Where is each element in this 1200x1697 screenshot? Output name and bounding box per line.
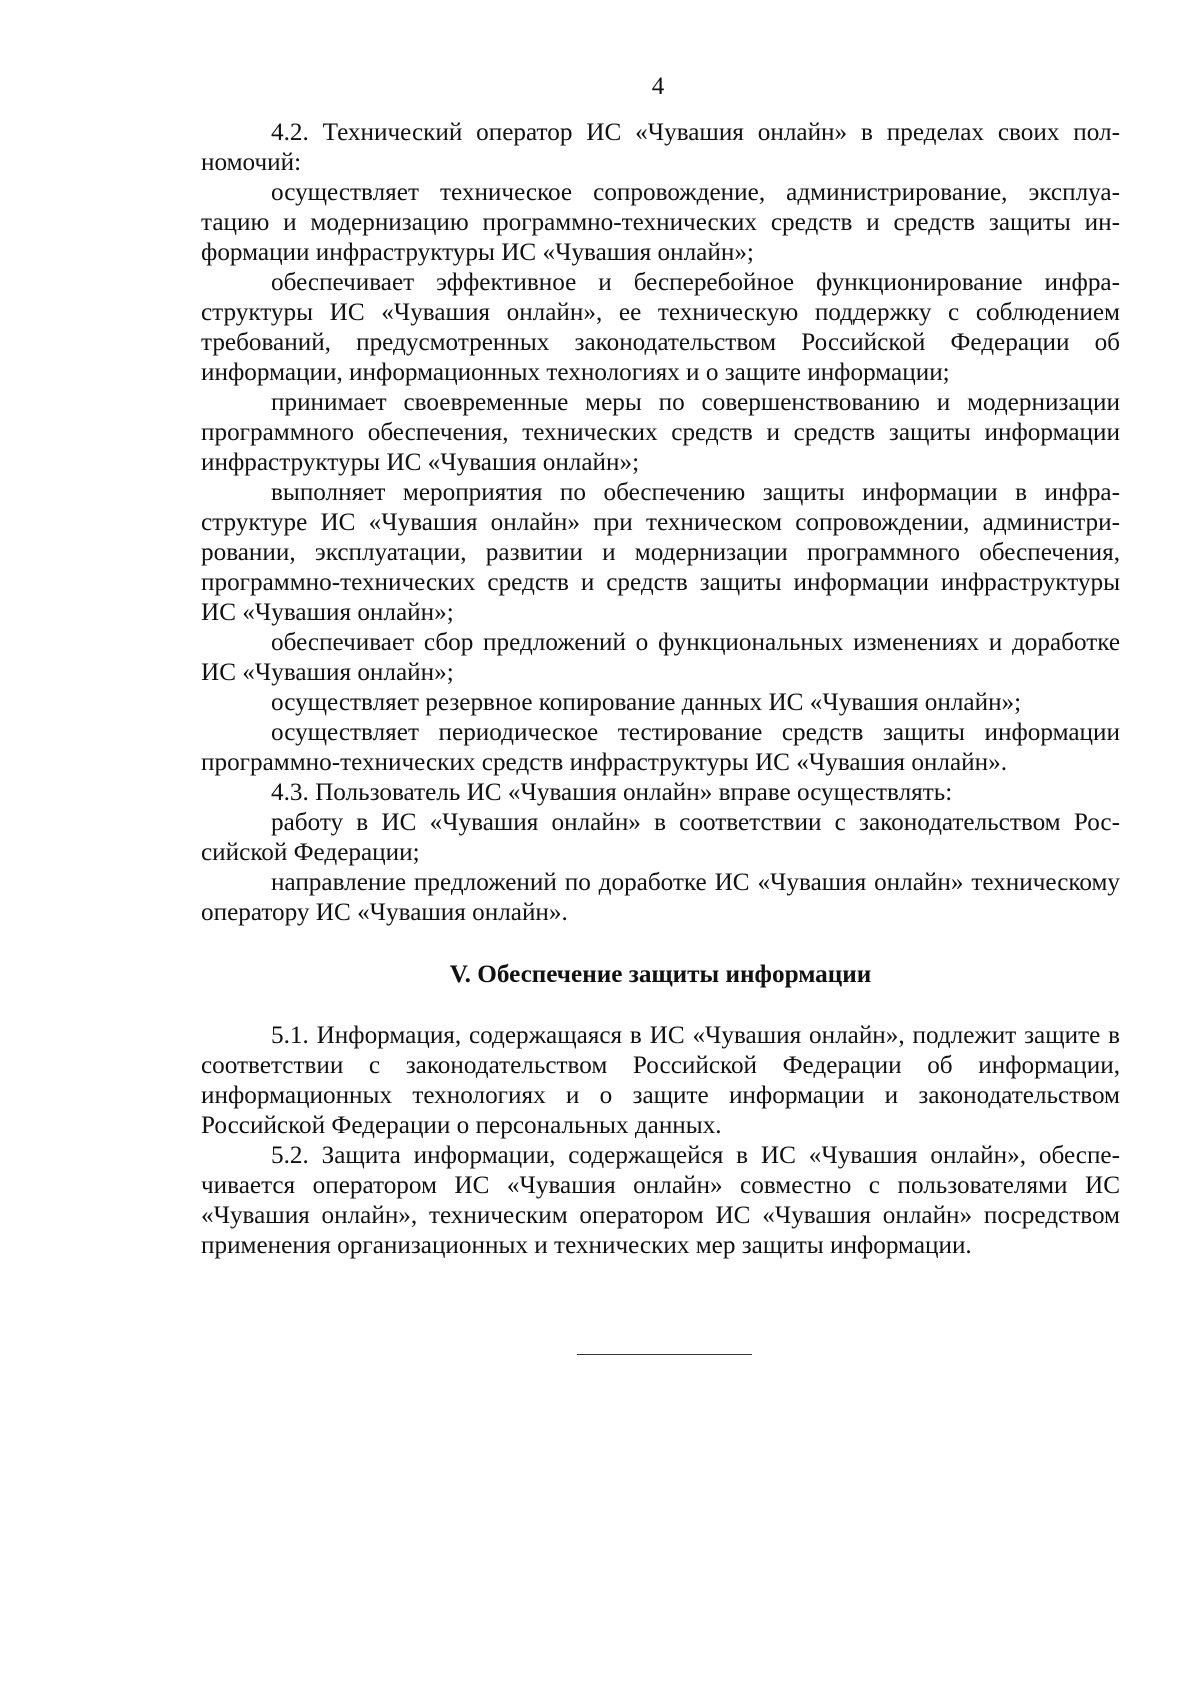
end-of-document-rule: [577, 1354, 752, 1355]
paragraph: осуществляет резервное копирование данных ИС «Чувашия онлайн»;: [271, 689, 1022, 716]
section-4-body: [201, 118, 1120, 928]
paragraph: принимает своевременные меры по совершенствованию и модернизации программного обеспечения, технических средств и средств защиты информации инфраструктуры ИС «Чувашия онлайн»;: [201, 389, 1120, 476]
paragraph: 4.3. Пользователь ИС «Чувашия онлайн» вправе осуществлять:: [271, 779, 953, 806]
paragraph: направление предложений по доработке ИС «Чувашия онлайн» техническому оператору ИС «Чувашия онлайн».: [201, 869, 1120, 926]
paragraph: 5.1. Информация, содержащаяся в ИС «Чувашия онлайн», подлежит защите в соответствии с законодательством Российской Федерации об информации, информационных технологиях и о защите информации и законодательством Российской Федерации о персональных данных.: [201, 1022, 1120, 1139]
paragraph: осуществляет периодическое тестирование средств защиты информации программно-технических средств инфраструктуры ИС «Чувашия онлайн».: [201, 719, 1120, 776]
paragraph: 5.2. Защита информации, содержащейся в ИС «Чувашия онлайн», обеспечивается оператором ИС «Чувашия онлайн» совместно с пользователями ИС «Чувашия онлайн», техническим оператором ИС «Чувашия онлайн» посредством применения организационных и технических мер защиты информации.: [201, 1142, 1120, 1259]
paragraph: 4.2. Технический оператор ИС «Чувашия онлайн» в пределах своих полномочий:: [201, 119, 1120, 176]
paragraph: обеспечивает сбор предложений о функциональных изменениях и доработке ИС «Чувашия онлайн»;: [201, 629, 1120, 686]
section-heading: V. Обеспечение защиты информации: [449, 961, 872, 988]
paragraph: работу в ИС «Чувашия онлайн» в соответствии с законодательством Российской Федерации;: [201, 809, 1120, 866]
section-5-body: [201, 1021, 1120, 1261]
paragraph: выполняет мероприятия по обеспечению защиты информации в инфраструктуре ИС «Чувашия онлайн» при техническом сопровождении, администрировании, эксплуатации, развитии и модернизации программного обеспечения, программно-технических средств и средств защиты информации инфраструктуры ИС «Чувашия онлайн»;: [201, 479, 1120, 626]
paragraph: осуществляет техническое сопровождение, администрирование, эксплуатацию и модернизацию программно-технических средств и средств защиты информации инфраструктуры ИС «Чувашия онлайн»;: [201, 179, 1120, 266]
page-number: 4: [651, 73, 665, 100]
paragraph: обеспечивает эффективное и бесперебойное функционирование инфраструктуры ИС «Чувашия онлайн», ее техническую поддержку с соблюдением требований, предусмотренных законодательством Российской Федерации об информации, информационных технологиях и о защите информации;: [201, 269, 1120, 386]
